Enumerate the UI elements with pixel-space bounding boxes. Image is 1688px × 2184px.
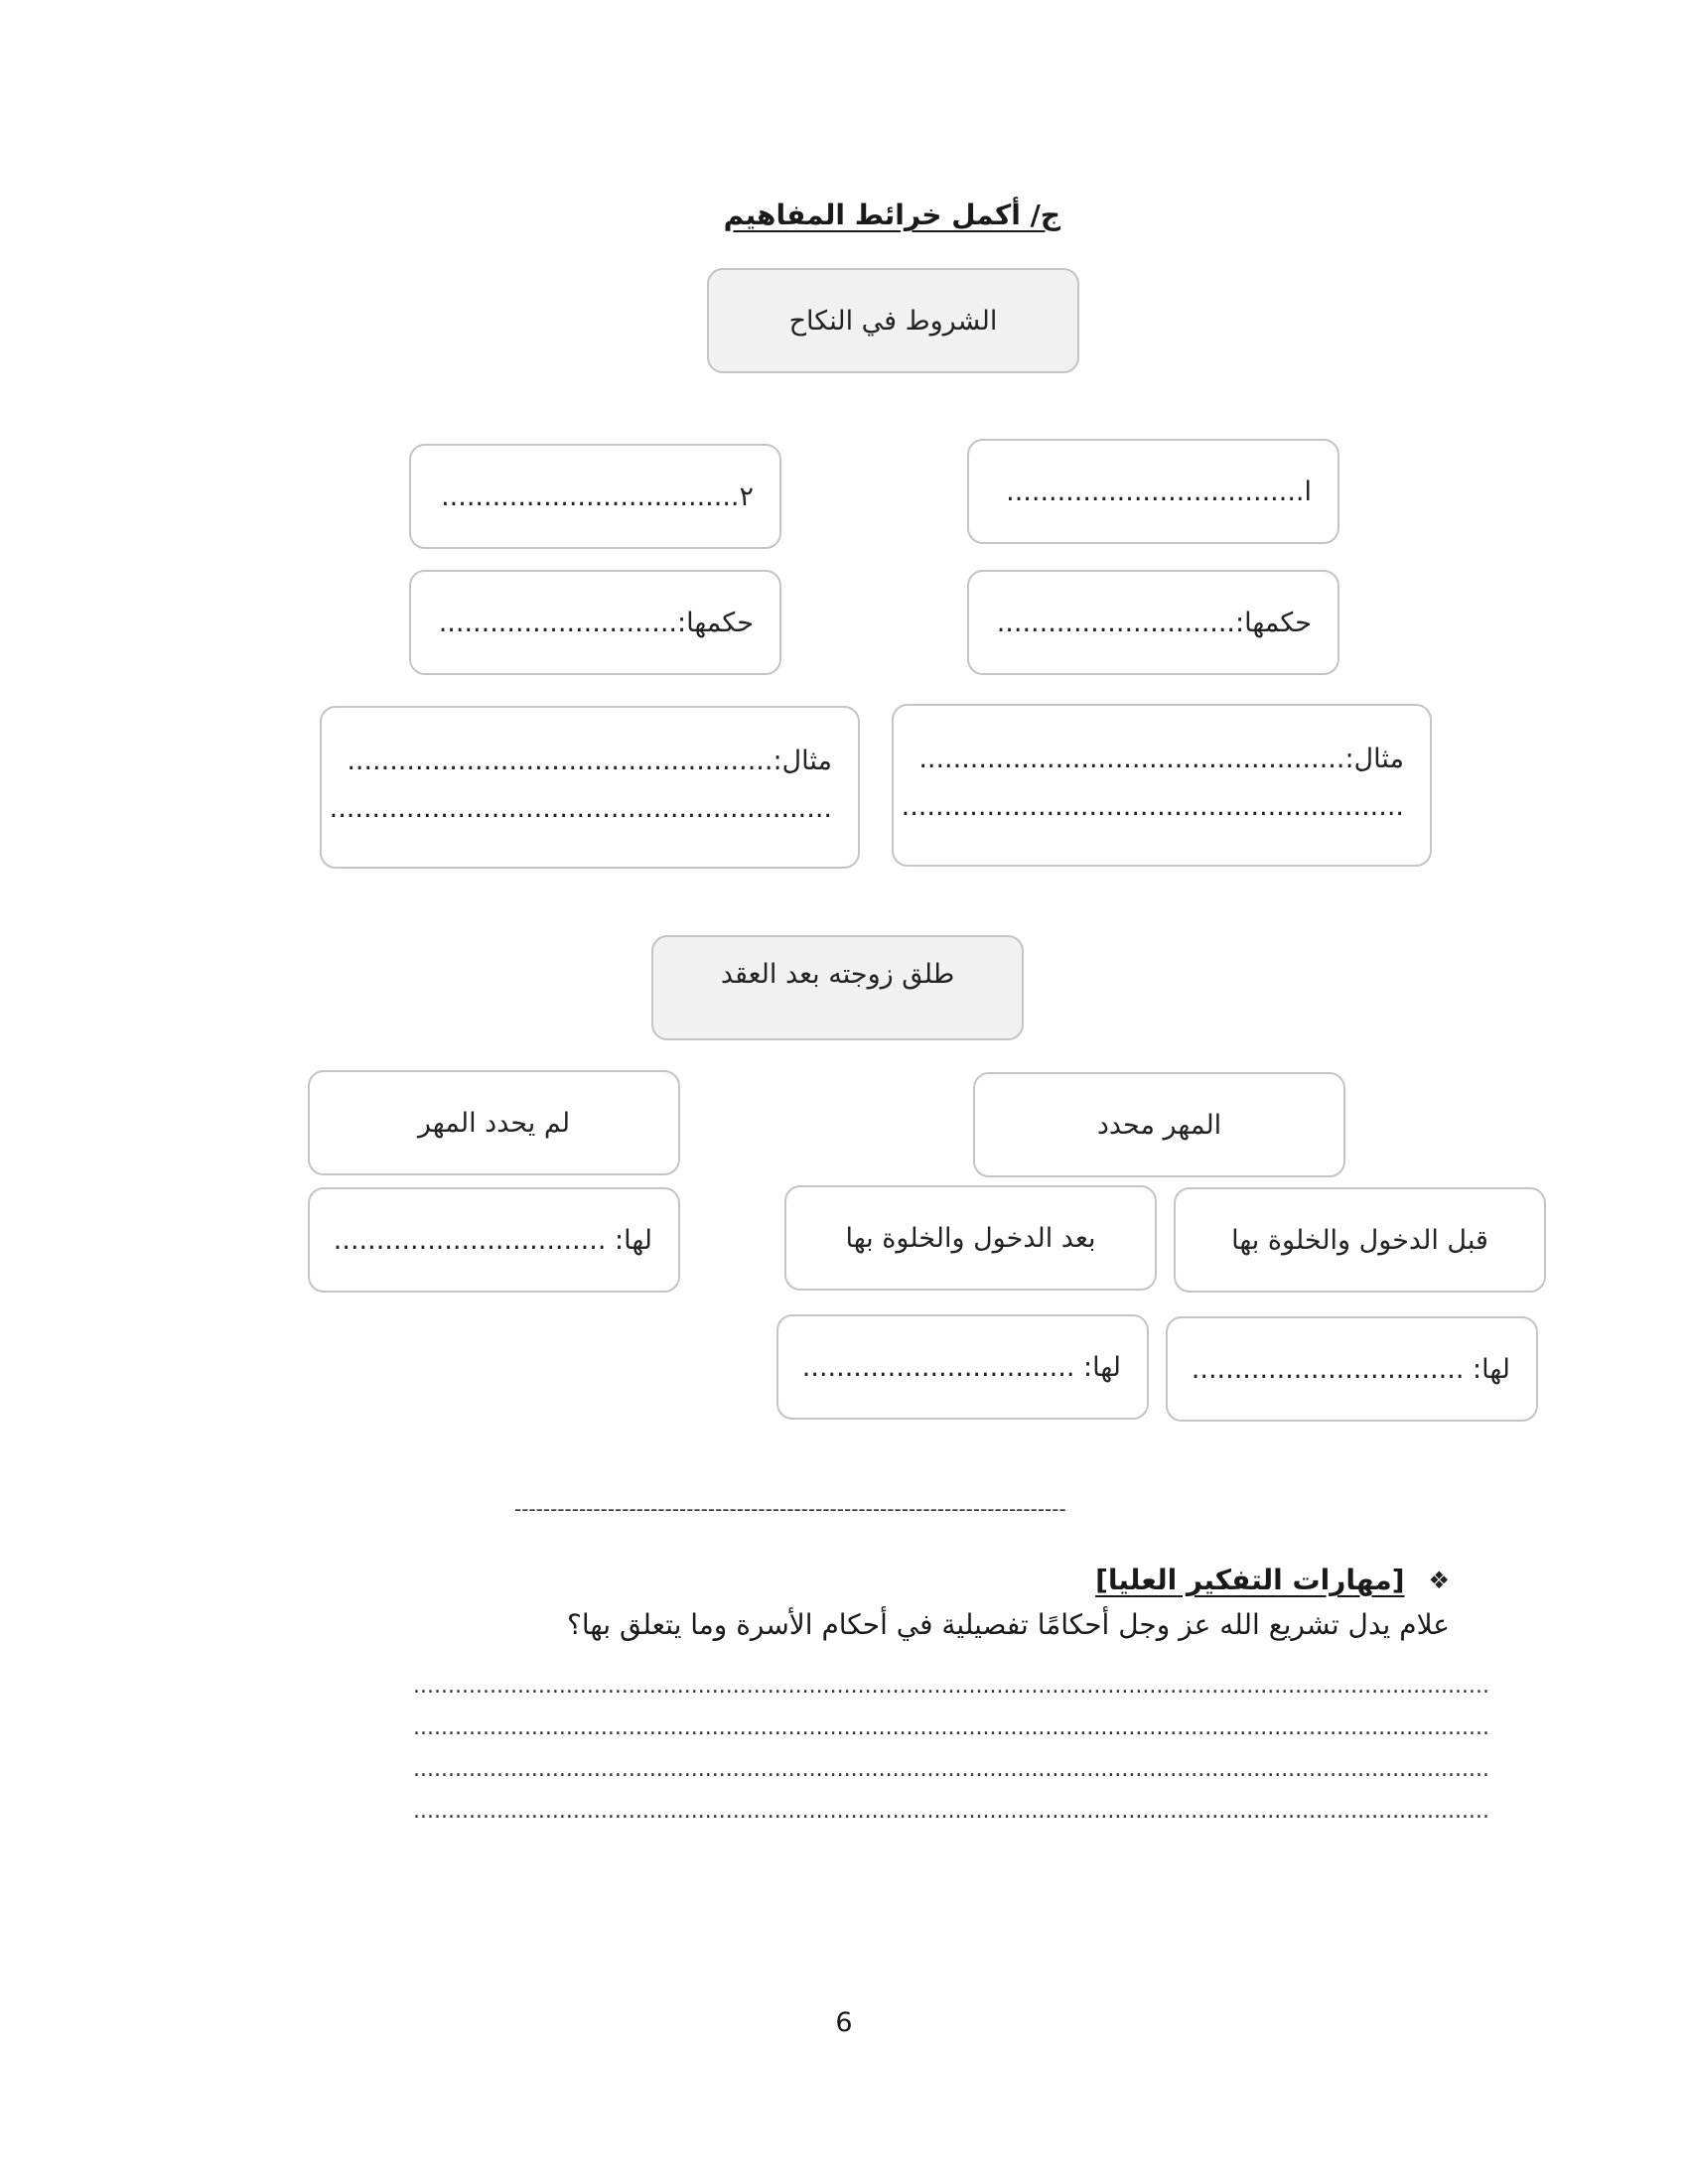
page-number: 6	[835, 2007, 853, 2038]
answer-line-3[interactable]: ...........................................................................................................................................................	[413, 1757, 1489, 1782]
map1-item1-label[interactable]: ا...................................	[967, 439, 1339, 544]
map2-before-consummation: قبل الدخول والخلوة بها	[1174, 1187, 1546, 1293]
map2-root-box: طلق زوجته بعد العقد	[651, 935, 1024, 1040]
map1-item1-example-line2: ...........................................................	[901, 791, 1404, 822]
diamond-bullet-icon: ❖	[1428, 1566, 1450, 1594]
higher-thinking-header	[1095, 1564, 1450, 1596]
section-title: ج/ أكمل خرائط المفاهيم	[723, 199, 1060, 231]
map1-item1-ruling[interactable]: حكمها:............................	[967, 570, 1339, 675]
map1-item2-example[interactable]	[320, 706, 860, 869]
map1-item2-label[interactable]: ٢...................................	[409, 444, 781, 549]
map2-branch-specified: المهر محدد	[973, 1072, 1345, 1177]
answer-line-4[interactable]: ...........................................................................................................................................................	[413, 1799, 1489, 1824]
higher-thinking-question: علام يدل تشريع الله عز وجل أحكامًا تفصيلية في أحكام الأسرة وما يتعلق بها؟	[567, 1608, 1450, 1641]
answer-line-2[interactable]: ...........................................................................................................................................................	[413, 1715, 1489, 1740]
higher-thinking-title: [مهارات التفكير العليا]	[1095, 1564, 1405, 1596]
map1-item2-example-line2: ...........................................................	[329, 793, 832, 824]
map2-branch-unspecified: لم يحدد المهر	[308, 1070, 680, 1175]
map1-item1-example-line1: مثال:..................................................	[918, 744, 1404, 774]
map2-after-consummation: بعد الدخول والخلوة بها	[784, 1185, 1157, 1291]
map1-item1-example[interactable]	[892, 704, 1432, 867]
map2-after-answer[interactable]: لها: ................................	[776, 1314, 1149, 1420]
map2-unspecified-answer[interactable]: لها: ................................	[308, 1187, 680, 1293]
answer-line-1[interactable]: ...........................................................................................................................................................	[413, 1674, 1489, 1699]
map1-item2-example-line1: مثال:..................................................	[347, 746, 832, 776]
section-divider: -----------------------------------------------------------------------------	[514, 1497, 1066, 1521]
map2-before-answer[interactable]: لها: ................................	[1166, 1316, 1538, 1422]
map1-item2-ruling[interactable]: حكمها:............................	[409, 570, 781, 675]
map1-root-box: الشروط في النكاح	[707, 268, 1079, 373]
